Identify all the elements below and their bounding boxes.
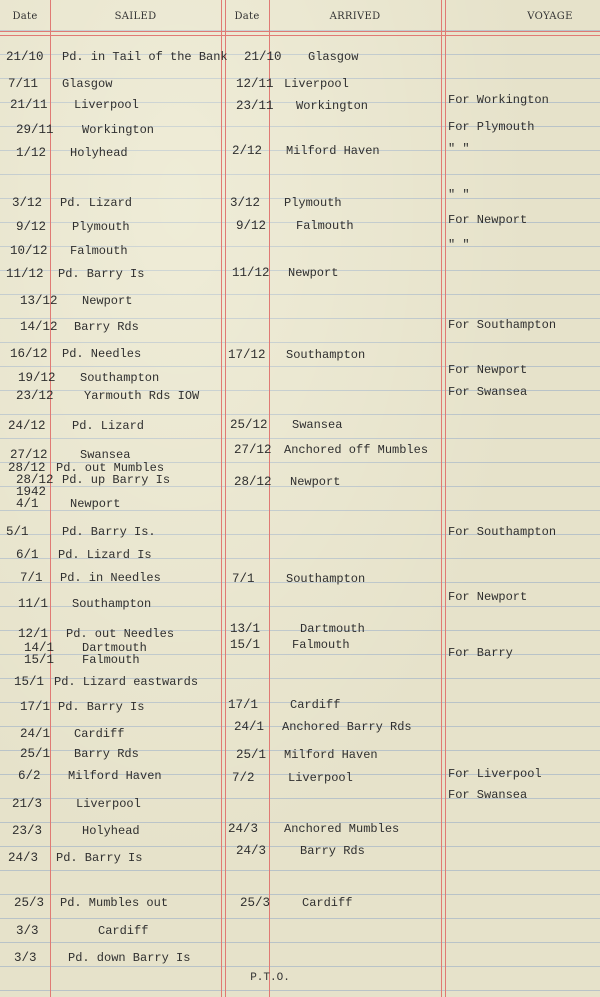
sailed-place: Barry Rds: [74, 320, 139, 334]
sailed-place: Holyhead: [70, 146, 128, 160]
sailed-date: 17/1: [20, 700, 51, 714]
voyage-note: For Workington: [448, 93, 549, 107]
voyage-note: " ": [448, 188, 470, 202]
voyage-note: For Plymouth: [448, 120, 535, 134]
arrived-place: Cardiff: [302, 896, 353, 910]
sailed-date: 7/1: [20, 571, 43, 585]
arrived-place: Anchored Mumbles: [284, 822, 400, 836]
arrived-place: Milford Haven: [284, 748, 378, 762]
header-rule: [0, 31, 600, 32]
sailed-place: Pd. in Needles: [60, 571, 161, 585]
arrived-date: 2/12: [232, 144, 263, 158]
voyage-note: For Southampton: [448, 525, 557, 539]
arrived-place: Glasgow: [308, 50, 359, 64]
arrived-place: Southampton: [286, 348, 366, 362]
sailed-date: 27/12: [10, 448, 48, 462]
sailed-date: 10/12: [10, 244, 48, 258]
column-rule: [269, 0, 270, 997]
header-date-arrived: Date: [234, 11, 260, 22]
sailed-date: 1942: [16, 485, 47, 499]
sailed-place: Pd. Barry Is.: [62, 525, 156, 539]
arrived-place: Newport: [290, 475, 341, 489]
header-rule: [0, 35, 600, 36]
arrived-date: 25/12: [230, 418, 268, 432]
arrived-place: Southampton: [286, 572, 366, 586]
sailed-date: 14/1: [24, 641, 55, 655]
sailed-place: Milford Haven: [68, 769, 162, 783]
voyage-note: For Barry: [448, 646, 513, 660]
voyage-note: " ": [448, 238, 470, 252]
arrived-date: 3/12: [230, 196, 261, 210]
voyage-note: For Liverpool: [448, 767, 542, 781]
sailed-date: 24/3: [8, 851, 39, 865]
column-rule: [50, 0, 51, 997]
sailed-place: Cardiff: [74, 727, 125, 741]
sailed-date: 9/12: [16, 220, 47, 234]
arrived-date: 17/1: [228, 698, 259, 712]
column-rule: [225, 0, 226, 997]
arrived-date: 17/12: [228, 348, 266, 362]
arrived-place: Dartmouth: [300, 622, 365, 636]
sailed-place: Pd. Barry Is: [58, 267, 145, 281]
sailed-place: Liverpool: [74, 98, 139, 112]
header-voyage: VOYAGE: [527, 11, 573, 22]
arrived-date: 24/3: [228, 822, 259, 836]
sailed-place: Pd. Barry Is: [58, 700, 145, 714]
arrived-place: Anchored Barry Rds: [282, 720, 412, 734]
sailed-date: 21/10: [6, 50, 44, 64]
sailed-place: Pd. out Needles: [66, 627, 175, 641]
voyage-note: For Newport: [448, 590, 528, 604]
sailed-place: Pd. out Mumbles: [56, 461, 165, 475]
sailed-place: Pd. Lizard: [72, 419, 145, 433]
sailed-date: 21/3: [12, 797, 43, 811]
arrived-date: 25/3: [240, 896, 271, 910]
sailed-place: Pd. in Tail of the Bank: [62, 50, 228, 64]
sailed-date: 28/12: [16, 473, 54, 487]
sailed-place: Workington: [82, 123, 155, 137]
arrived-place: Newport: [288, 266, 339, 280]
arrived-date: 23/11: [236, 99, 274, 113]
sailed-place: Glasgow: [62, 77, 113, 91]
voyage-note: For Newport: [448, 363, 528, 377]
sailed-place: Southampton: [80, 371, 160, 385]
sailed-place: Pd. Mumbles out: [60, 896, 169, 910]
sailed-date: 13/12: [20, 294, 58, 308]
sailed-place: Pd. down Barry Is: [68, 951, 191, 965]
sailed-place: Liverpool: [76, 797, 141, 811]
arrived-date: 7/1: [232, 572, 255, 586]
arrived-place: Liverpool: [284, 77, 349, 91]
sailed-date: 24/1: [20, 727, 51, 741]
arrived-place: Liverpool: [288, 771, 353, 785]
header-sailed: SAILED: [114, 11, 157, 22]
arrived-date: 28/12: [234, 475, 272, 489]
arrived-date: 15/1: [230, 638, 261, 652]
sailed-date: 28/12: [8, 461, 46, 475]
sailed-date: 25/1: [20, 747, 51, 761]
arrived-date: 13/1: [230, 622, 261, 636]
arrived-date: 25/1: [236, 748, 267, 762]
column-rule: [221, 0, 222, 997]
sailed-date: 6/2: [18, 769, 41, 783]
sailed-place: Falmouth: [70, 244, 128, 258]
sailed-date: 16/12: [10, 347, 48, 361]
voyage-note: For Swansea: [448, 788, 528, 802]
sailed-place: Holyhead: [82, 824, 140, 838]
voyage-note: For Southampton: [448, 318, 557, 332]
sailed-date: 12/1: [18, 627, 49, 641]
sailed-date: 24/12: [8, 419, 46, 433]
sailed-date: 5/1: [6, 525, 29, 539]
sailed-place: Falmouth: [82, 653, 140, 667]
arrived-date: 7/2: [232, 771, 255, 785]
arrived-date: 24/3: [236, 844, 267, 858]
sailed-date: 3/12: [12, 196, 43, 210]
arrived-place: Barry Rds: [300, 844, 365, 858]
arrived-place: Workington: [296, 99, 369, 113]
sailed-place: Swansea: [80, 448, 131, 462]
arrived-place: Cardiff: [290, 698, 341, 712]
arrived-date: 24/1: [234, 720, 265, 734]
sailed-date: 15/1: [14, 675, 45, 689]
sailed-date: 3/3: [16, 924, 39, 938]
sailed-place: Yarmouth Rds IOW: [84, 389, 200, 403]
arrived-date: 11/12: [232, 266, 270, 280]
sailed-date: 14/12: [20, 320, 58, 334]
sailed-date: 19/12: [18, 371, 56, 385]
sailed-date: 11/12: [6, 267, 44, 281]
sailed-place: Pd. up Barry Is: [62, 473, 171, 487]
column-rule: [445, 0, 446, 997]
arrived-date: 21/10: [244, 50, 282, 64]
arrived-place: Anchored off Mumbles: [284, 443, 429, 457]
sailed-place: Southampton: [72, 597, 152, 611]
voyage-note: For Newport: [448, 213, 528, 227]
sailed-date: 6/1: [16, 548, 39, 562]
header-arrived: ARRIVED: [329, 11, 381, 22]
voyage-note: For Swansea: [448, 385, 528, 399]
sailed-place: Pd. Needles: [62, 347, 142, 361]
sailed-place: Plymouth: [72, 220, 130, 234]
sailed-place: Dartmouth: [82, 641, 147, 655]
column-rule: [441, 0, 442, 997]
sailed-date: 11/1: [18, 597, 49, 611]
sailed-place: Barry Rds: [74, 747, 139, 761]
sailed-date: 29/11: [16, 123, 54, 137]
sailed-place: Newport: [70, 497, 121, 511]
sailed-date: 7/11: [8, 77, 39, 91]
arrived-date: 27/12: [234, 443, 272, 457]
sailed-date: 3/3: [14, 951, 37, 965]
arrived-date: 12/11: [236, 77, 274, 91]
sailed-place: Pd. Lizard Is: [58, 548, 152, 562]
sailed-date: 25/3: [14, 896, 45, 910]
sailed-date: 4/1: [16, 497, 39, 511]
sailed-place: Newport: [82, 294, 133, 308]
sailed-place: Pd. Barry Is: [56, 851, 143, 865]
arrived-place: Falmouth: [292, 638, 350, 652]
sailed-date: 21/11: [10, 98, 48, 112]
sailed-place: Pd. Lizard eastwards: [54, 675, 199, 689]
sailed-place: Cardiff: [98, 924, 149, 938]
voyage-note: " ": [448, 142, 470, 156]
sailed-date: 15/1: [24, 653, 55, 667]
arrived-place: Falmouth: [296, 219, 354, 233]
sailed-date: 23/3: [12, 824, 43, 838]
arrived-place: Plymouth: [284, 196, 342, 210]
arrived-date: 9/12: [236, 219, 267, 233]
header-date-sailed: Date: [12, 11, 38, 22]
sailed-place: Pd. Lizard: [60, 196, 133, 210]
sailed-date: 1/12: [16, 146, 47, 160]
arrived-place: Swansea: [292, 418, 343, 432]
arrived-place: Milford Haven: [286, 144, 380, 158]
sailed-date: 23/12: [16, 389, 54, 403]
page-footer-pto: P.T.O.: [250, 972, 290, 984]
